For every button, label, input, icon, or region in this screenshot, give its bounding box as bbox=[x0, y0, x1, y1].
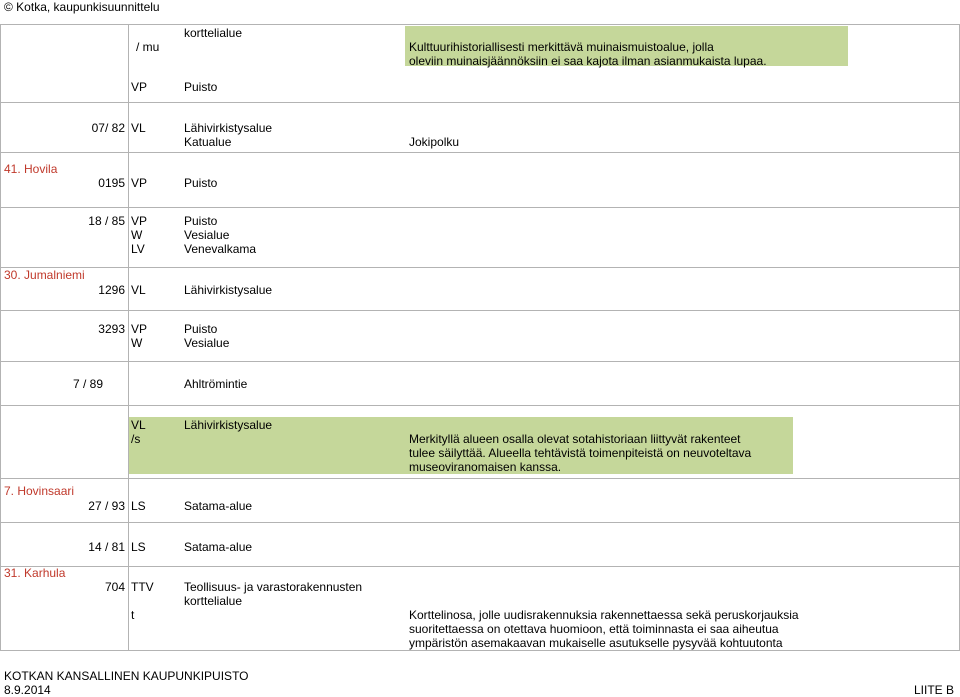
r11-name: Teollisuus- ja varastorakennusten bbox=[184, 580, 363, 594]
r1-name: Puisto bbox=[184, 80, 218, 94]
row-line bbox=[0, 207, 960, 208]
r3-num: 0195 bbox=[98, 176, 125, 190]
r4-name: Vesialue bbox=[184, 228, 230, 242]
r1-code: VP bbox=[131, 80, 148, 94]
r3-name: Puisto bbox=[184, 176, 218, 190]
r11-name: korttelialue bbox=[184, 594, 243, 608]
r2-name2: Katualue bbox=[184, 135, 232, 149]
r8-code: /s bbox=[131, 432, 141, 446]
r4-code: VP bbox=[131, 214, 148, 228]
top-desc: Kulttuurihistoriallisesti merkittävä muinaismuistoalue, jolla oleviin muinaisjäännöksiin ei saa kajota ilman asianmukaista lupaa. bbox=[409, 40, 767, 68]
r7-num: 7 / 89 bbox=[72, 377, 103, 391]
r2-num: 07/ 82 bbox=[91, 121, 125, 135]
r5-num: 1296 bbox=[98, 283, 125, 297]
r4-code: W bbox=[131, 228, 143, 242]
r6-code: W bbox=[131, 336, 143, 350]
r8-name: Lähivirkistysalue bbox=[184, 418, 273, 432]
r9-name: Satama-alue bbox=[184, 499, 253, 513]
r4-num: 18 / 85 bbox=[88, 214, 125, 228]
r8-desc: Merkityllä alueen osalla olevat sotahistoriaan liittyvät rakenteet tulee säilyttää. Alueella tehtävistä toimenpiteistä on neuvoteltava museoviranomaisen kanssa. bbox=[409, 432, 752, 474]
r6-num: 3293 bbox=[98, 322, 125, 336]
row-line bbox=[0, 102, 960, 103]
r4-name: Puisto bbox=[184, 214, 218, 228]
row-line bbox=[0, 152, 960, 153]
r2-code: VL bbox=[131, 121, 146, 135]
row-line bbox=[0, 566, 960, 567]
r5-name: Lähivirkistysalue bbox=[184, 283, 273, 297]
r5-area: 30. Jumalniemi bbox=[4, 268, 85, 282]
r11-num: 704 bbox=[104, 580, 125, 594]
r2-name: Lähivirkistysalue bbox=[184, 121, 273, 135]
top-col-b: / mu bbox=[136, 40, 160, 54]
r3-area: 41. Hovila bbox=[4, 162, 58, 176]
r11-code2: t bbox=[131, 608, 135, 622]
col-line bbox=[128, 24, 129, 650]
r11-desc: Korttelinosa, jolle uudisrakennuksia rakennettaessa sekä peruskorjauksia suoritettaessa on otettava huomioon, että toiminnasta ei saa aiheutua ympäristön asemakaavan mukaiselle asutukselle pysyvää kohtuutonta bbox=[409, 608, 799, 650]
row-line bbox=[0, 267, 960, 268]
copyright-text: © Kotka, kaupunkisuunnittelu bbox=[4, 0, 160, 14]
r9-code: LS bbox=[131, 499, 146, 513]
r10-name: Satama-alue bbox=[184, 540, 253, 554]
r7-name: Ahltrömintie bbox=[184, 377, 248, 391]
r10-code: LS bbox=[131, 540, 146, 554]
r11-code: TTV bbox=[131, 580, 154, 594]
top-col-a: korttelialue bbox=[184, 26, 243, 40]
r4-code: LV bbox=[131, 242, 145, 256]
r9-num: 27 / 93 bbox=[88, 499, 125, 513]
r6-name: Puisto bbox=[184, 322, 218, 336]
footer-title: KOTKAN KANSALLINEN KAUPUNKIPUISTO bbox=[4, 669, 249, 683]
row-line bbox=[0, 478, 960, 479]
r10-num: 14 / 81 bbox=[88, 540, 125, 554]
r5-code: VL bbox=[131, 283, 146, 297]
row-line bbox=[0, 650, 960, 651]
footer-date: 8.9.2014 bbox=[4, 683, 51, 697]
col-line bbox=[0, 24, 1, 650]
row-line bbox=[0, 310, 960, 311]
r4-name: Venevalkama bbox=[184, 242, 257, 256]
row-line bbox=[0, 522, 960, 523]
row-line bbox=[0, 24, 960, 25]
row-line bbox=[0, 361, 960, 362]
r3-code: VP bbox=[131, 176, 148, 190]
footer-appendix: LIITE B bbox=[913, 683, 954, 697]
r6-name: Vesialue bbox=[184, 336, 230, 350]
row-line bbox=[0, 405, 960, 406]
r2-street: Jokipolku bbox=[409, 135, 460, 149]
r9-area: 7. Hovinsaari bbox=[4, 484, 75, 498]
r11-area: 31. Karhula bbox=[4, 566, 66, 580]
r6-code: VP bbox=[131, 322, 148, 336]
r8-code: VL bbox=[131, 418, 146, 432]
